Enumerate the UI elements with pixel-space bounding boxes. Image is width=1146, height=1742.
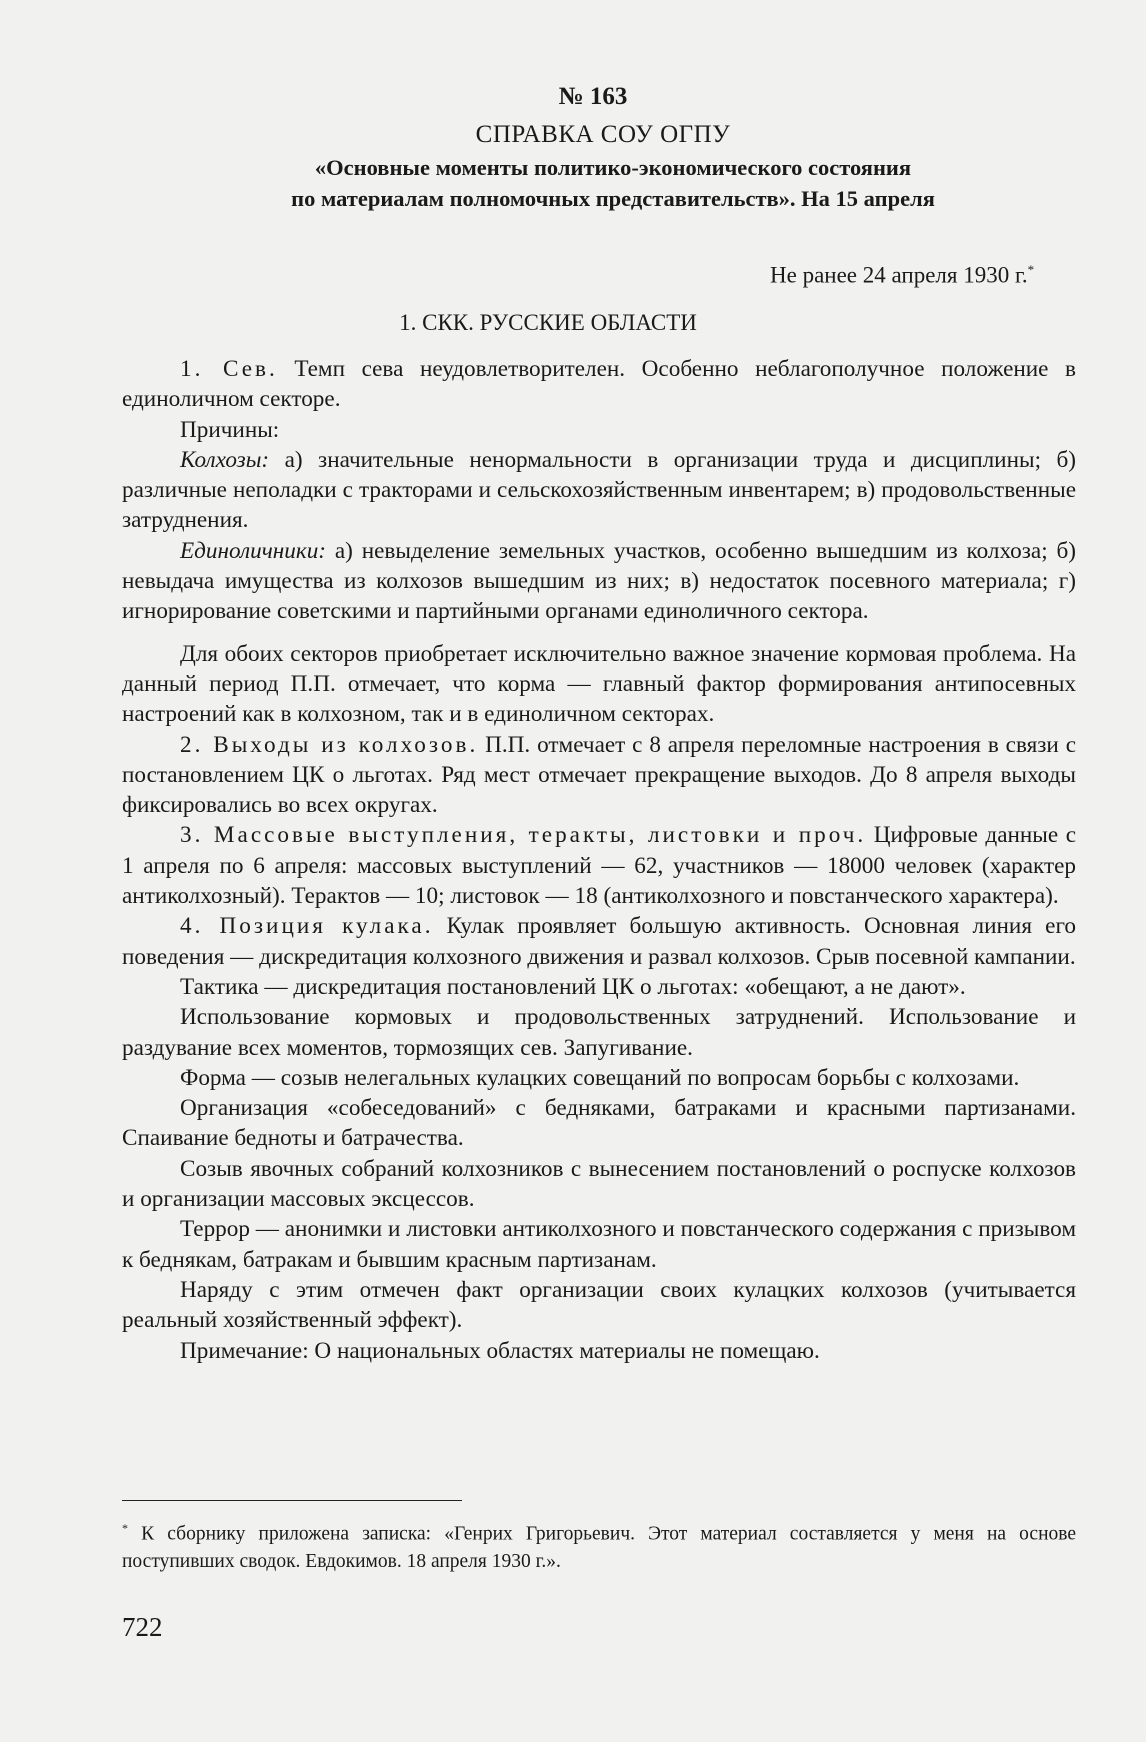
paragraph-6-label: 2. Выходы из колхозов. bbox=[180, 731, 479, 758]
date-footnote-mark: * bbox=[1027, 262, 1035, 277]
paragraph-5: Для обоих секторов приобретает исключительно важное значение кормовая проблема. На данный период П.П. отмечает, что корма — главный фактор формирования антипосевных настроений как в колхозном, так и в единоличном секторах. bbox=[122, 640, 1076, 728]
paragraph-6 bbox=[122, 730, 1076, 821]
section-title: 1. СКК. РУССКИЕ ОБЛАСТИ bbox=[399, 310, 697, 335]
footnote-divider bbox=[122, 1500, 462, 1501]
paragraph-10: Использование кормовых и продовольственных затруднений. Использование и раздувание всех моментов, тормозящих сев. Запугивание. bbox=[122, 1004, 1076, 1061]
paragraph-7-text: Цифровые данные с 1 апреля по 6 апреля: массовых выступлений — 62, участников — 18000 человек (характер антиколхозный). Терактов — 10; листовок — 18 (антиколхозного и повстанческого характера). bbox=[122, 822, 1076, 910]
paragraph-4 bbox=[122, 536, 1076, 627]
paragraph-3-text: а) значительные ненормальности в организации труда и дисциплины; б) различные неполадки с тракторами и сельскохозяйственным инвентарем; в) продовольственные затруднения. bbox=[122, 446, 1076, 534]
paragraph-6-text: П.П. отмечает с 8 апреля переломные настроения в связи с постановлением ЦК о льготах. Ряд мест отмечает прекращение выходов. До 8 апреля выходы фиксировались во всех округах. bbox=[122, 731, 1077, 819]
date-text: Не ранее 24 апреля 1930 г. bbox=[770, 262, 1028, 288]
paragraph-1-label: 1. Сев. bbox=[180, 356, 278, 382]
page-number: 722 bbox=[122, 1612, 163, 1642]
document-header bbox=[0, 80, 1146, 214]
paragraph-7-label: 3. Массовые выступления, теракты, листовки и проч. bbox=[180, 822, 867, 849]
paragraph-8-text: Кулак проявляет большую активность. Основная линия его поведения — дискредитация колхозного движения и развал колхозов. Срыв посевной кампании. bbox=[122, 913, 1076, 970]
paragraph-12: Организация «собеседований» с бедняками, батраками и красными партизанами. Спаивание бедноты и батрачества. bbox=[122, 1095, 1076, 1152]
paragraph-1 bbox=[122, 354, 1076, 415]
document-number: № 163 bbox=[558, 83, 628, 110]
paragraph-8-label: 4. Позиция кулака. bbox=[180, 913, 434, 940]
document-body bbox=[122, 354, 1076, 1366]
paragraph-7 bbox=[122, 820, 1076, 911]
document-title: СПРАВКА СОУ ОГПУ bbox=[475, 121, 731, 148]
paragraph-2: Причины: bbox=[180, 416, 280, 443]
paragraph-4-label: Единоличники: bbox=[180, 537, 327, 564]
paragraph-13: Созыв явочных собраний колхозников с вынесением постановлений о роспуске колхозов и организации массовых эксцессов. bbox=[122, 1155, 1076, 1213]
paragraph-16: Примечание: О национальных областях материалы не помещаю. bbox=[180, 1337, 820, 1364]
paragraph-15: Наряду с этим отмечен факт организации своих кулацких колхозов (учитывается реальный хозяйственный эффект). bbox=[122, 1276, 1076, 1334]
paragraph-1-text: Темп сева неудовлетворителен. Особенно неблагополучное положение в единоличном секторе. bbox=[122, 356, 1076, 413]
paragraph-4-text: а) невыделение земельных участков, особенно вышедшим из колхоза; б) невыдача имущества из колхозов вышедшим из них; в) недостаток посевного материала; г) игнорирование советскими и партийными органами единоличного сектора. bbox=[122, 537, 1076, 625]
paragraph-9: Тактика — дискредитация постановлений ЦК о льготах: «обещают, а не дают». bbox=[180, 973, 966, 1000]
document-date bbox=[770, 262, 1034, 289]
document-subtitle-line-2: по материалам полномочных представительств». На 15 апреля bbox=[291, 186, 935, 211]
paragraph-8 bbox=[122, 911, 1076, 972]
paragraph-14: Террор — анонимки и листовки антиколхозного и повстанческого содержания с призывом к беднякам, батракам и бывшим красным партизанам. bbox=[122, 1216, 1076, 1273]
footnote-text: К сборнику приложена записка: «Генрих Григорьевич. Этот материал составляется у меня на основе поступивших сводок. Евдокимов. 18 апреля 1930 г.». bbox=[122, 1523, 1076, 1572]
document-subtitle-line-1: «Основные моменты политико-экономического состояния bbox=[314, 155, 912, 180]
paragraph-3 bbox=[122, 445, 1076, 536]
paragraph-3-label: Колхозы: bbox=[180, 446, 270, 473]
paragraph-11: Форма — созыв нелегальных кулацких совещаний по вопросам борьбы с колхозами. bbox=[180, 1064, 1020, 1091]
footnote-mark: * bbox=[122, 1521, 128, 1535]
footnote bbox=[122, 1515, 1076, 1575]
